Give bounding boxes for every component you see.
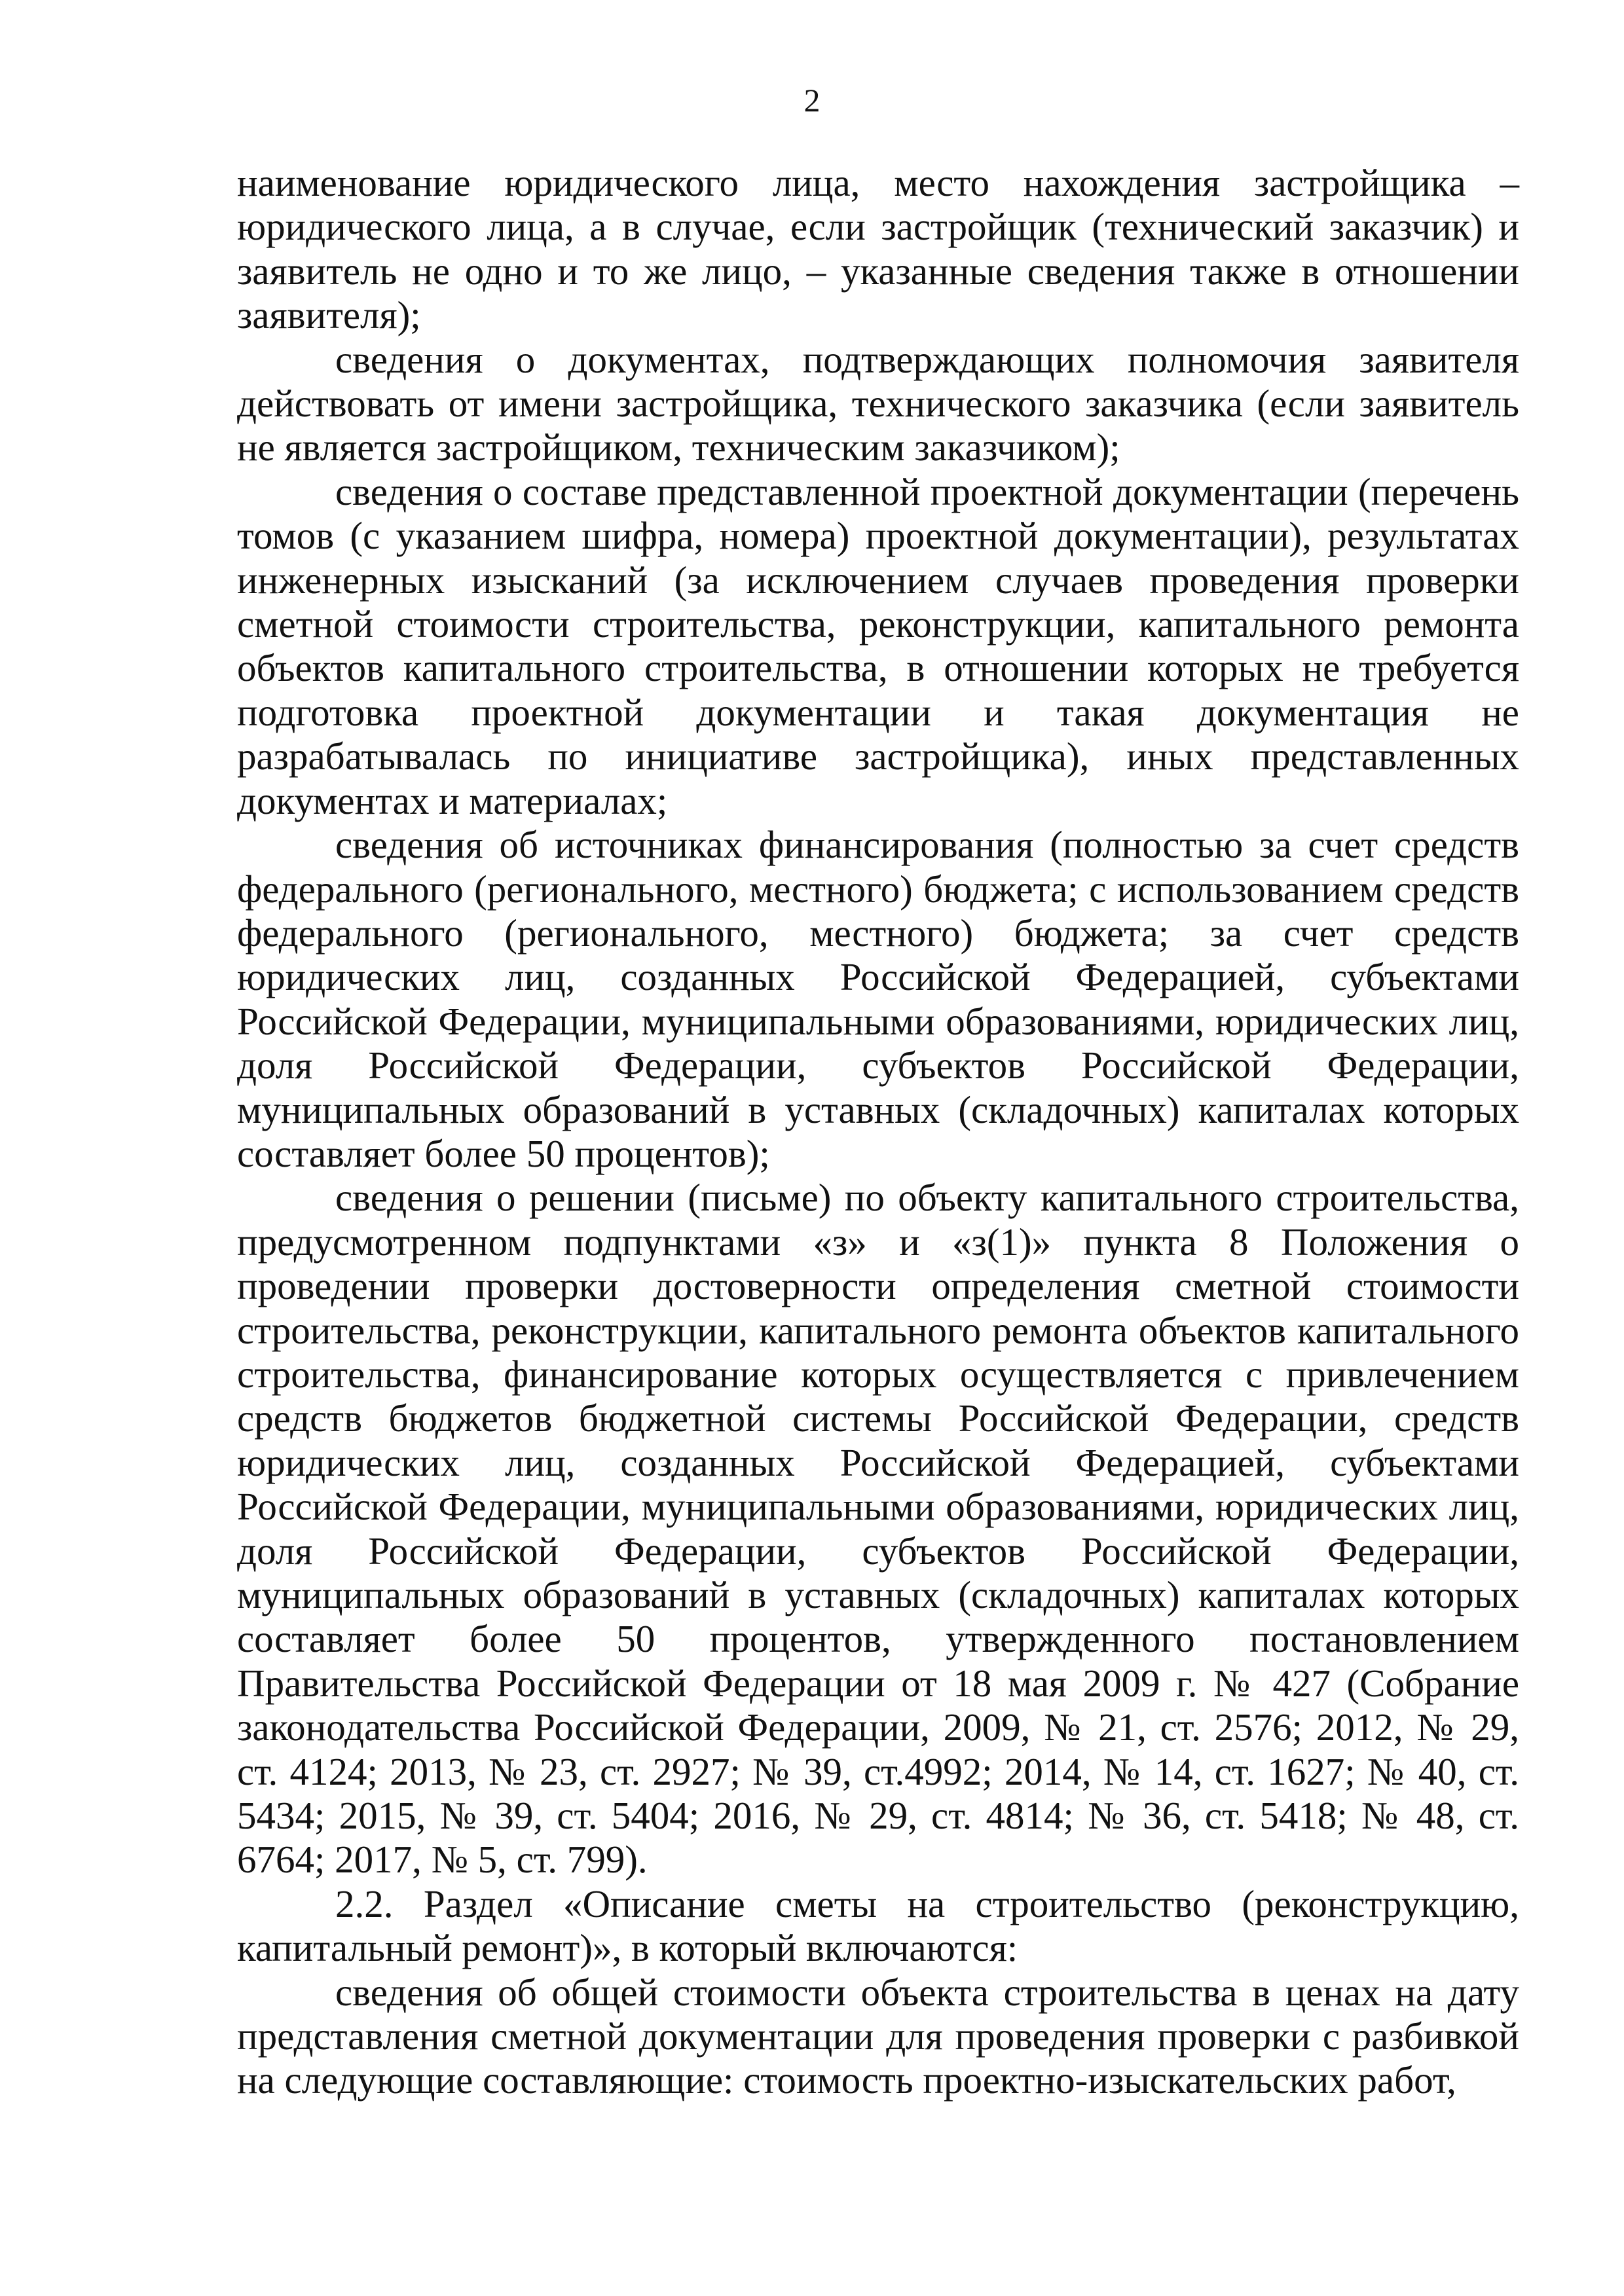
paragraph-authority-documents: сведения о документах, подтверждающих полномочия заявителя действовать от имени застройщика, технического заказчика (если заявитель не является застройщиком, техническим заказчиком); — [237, 337, 1519, 469]
document-body — [237, 161, 1519, 2103]
page-number: 2 — [803, 82, 821, 118]
paragraph-total-cost: сведения об общей стоимости объекта строительства в ценах на дату представления сметной документации для проведения проверки с разбивкой на следующие составляющие: стоимость проектно-изыскательских работ, — [237, 1970, 1519, 2102]
paragraph-section-2-2: 2.2. Раздел «Описание сметы на строительство (реконструкцию, капитальный ремонт)», в который включаются: — [237, 1882, 1519, 1970]
paragraph-documentation-composition: сведения о составе представленной проектной документации (перечень томов (с указанием шифра, номера) проектной документации), результатах инженерных изысканий (за исключением случаев проведения проверки сметной стоимости строительства, реконструкции, капитального ремонта объектов капитального строительства, в отношении которых не требуется подготовка проектной документации и такая документация не разрабатывалась по инициативе застройщика), иных представленных документах и материалах; — [237, 469, 1519, 822]
paragraph-legal-entity-info: наименование юридического лица, место нахождения застройщика – юридического лица, а в случае, если застройщик (технический заказчик) и заявитель не одно и то же лицо, – указанные сведения также в отношении заявителя); — [237, 161, 1519, 337]
paragraph-funding-sources: сведения об источниках финансирования (полностью за счет средств федерального (регионального, местного) бюджета; с использованием средств федерального (регионального, местного) бюджета; за счет средств юридических лиц, созданных Российской Федерацией, субъектами Российской Федерации, муниципальными образованиями, юридических лиц, доля Российской Федерации, субъектов Российской Федерации, муниципальных образований в уставных (складочных) капиталах которых составляет более 50 процентов); — [237, 823, 1519, 1175]
paragraph-decision-letter: сведения о решении (письме) по объекту капитального строительства, предусмотренном подпунктами «з» и «з(1)» пункта 8 Положения о проведении проверки достоверности определения сметной стоимости строительства, реконструкции, капитального ремонта объектов капитального строительства, финансирование которых осуществляется с привлечением средств бюджетов бюджетной системы Российской Федерации, средств юридических лиц, созданных Российской Федерацией, субъектами Российской Федерации, муниципальными образованиями, юридических лиц, доля Российской Федерации, субъектов Российской Федерации, муниципальных образований в уставных (складочных) капиталах которых составляет более 50 процентов, утвержденного постановлением Правительства Российской Федерации от 18 мая 2009 г. № 427 (Собрание законодательства Российской Федерации, 2009, № 21, ст. 2576; 2012, № 29, ст. 4124; 2013, № 23, ст. 2927; № 39, ст.4992; 2014, № 14, ст. 1627; № 40, ст. 5434; 2015, № 39, ст. 5404; 2016, № 29, ст. 4814; № 36, ст. 5418; № 48, ст. 6764; 2017, № 5, ст. 799). — [237, 1176, 1519, 1882]
